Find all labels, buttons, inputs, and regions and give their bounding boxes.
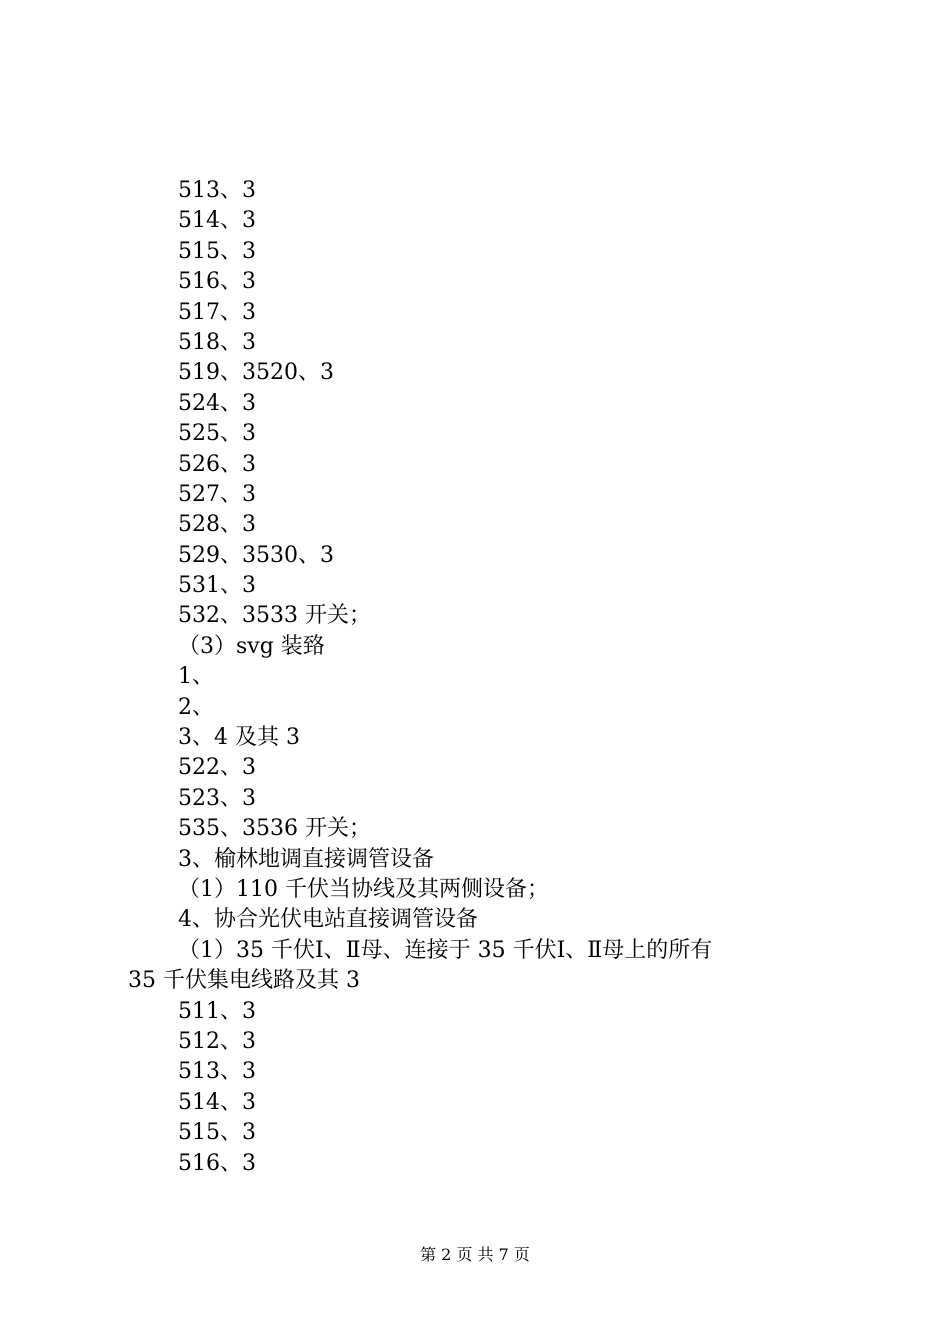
text-line: 514、3 bbox=[178, 1089, 256, 1115]
text-line: 524、3 bbox=[178, 390, 256, 416]
text-line: 528、3 bbox=[178, 512, 256, 538]
text-line: 532、3533 开关； bbox=[178, 603, 371, 629]
text-line: （1）35 千伏Ⅰ、Ⅱ母、连接于 35 千伏Ⅰ、Ⅱ母上的所有 bbox=[178, 937, 713, 963]
section-heading: 3、榆林地调直接调管设备 bbox=[178, 846, 434, 872]
text-line: 519、3520、3 bbox=[178, 360, 334, 386]
text-line: 517、3 bbox=[178, 299, 256, 325]
text-line: 535、3536 开关； bbox=[178, 816, 371, 842]
text-line-continued: 35 千伏集电线路及其 3 bbox=[128, 968, 360, 994]
section-heading: （3）svg 装臵 bbox=[178, 633, 325, 659]
text-line: 3、4 及其 3 bbox=[178, 725, 300, 751]
text-line: （1）110 千伏当协线及其两侧设备； bbox=[178, 876, 549, 902]
text-line: 529、3530、3 bbox=[178, 542, 334, 568]
text-line: 514、3 bbox=[178, 208, 256, 234]
page-number-footer: 第 2 页 共 7 页 bbox=[420, 1245, 530, 1264]
text-line: 516、3 bbox=[178, 1150, 256, 1176]
document-body bbox=[0, 176, 950, 1179]
text-line: 513、3 bbox=[178, 1059, 256, 1085]
text-line: 513、3 bbox=[178, 178, 256, 203]
text-line: 515、3 bbox=[178, 238, 256, 264]
section-heading: 4、协合光伏电站直接调管设备 bbox=[178, 907, 478, 933]
text-line: 2、 bbox=[178, 694, 214, 720]
text-line: 516、3 bbox=[178, 269, 256, 295]
text-line: 523、3 bbox=[178, 785, 256, 811]
text-line: 512、3 bbox=[178, 1028, 256, 1054]
text-line: 518、3 bbox=[178, 329, 256, 355]
text-line: 515、3 bbox=[178, 1120, 256, 1146]
text-line: 527、3 bbox=[178, 481, 256, 507]
text-line: 531、3 bbox=[178, 573, 256, 599]
text-line: 511、3 bbox=[178, 998, 256, 1024]
text-line: 1、 bbox=[178, 664, 214, 690]
text-line: 526、3 bbox=[178, 451, 256, 477]
text-line: 525、3 bbox=[178, 421, 256, 447]
text-line: 522、3 bbox=[178, 755, 256, 781]
